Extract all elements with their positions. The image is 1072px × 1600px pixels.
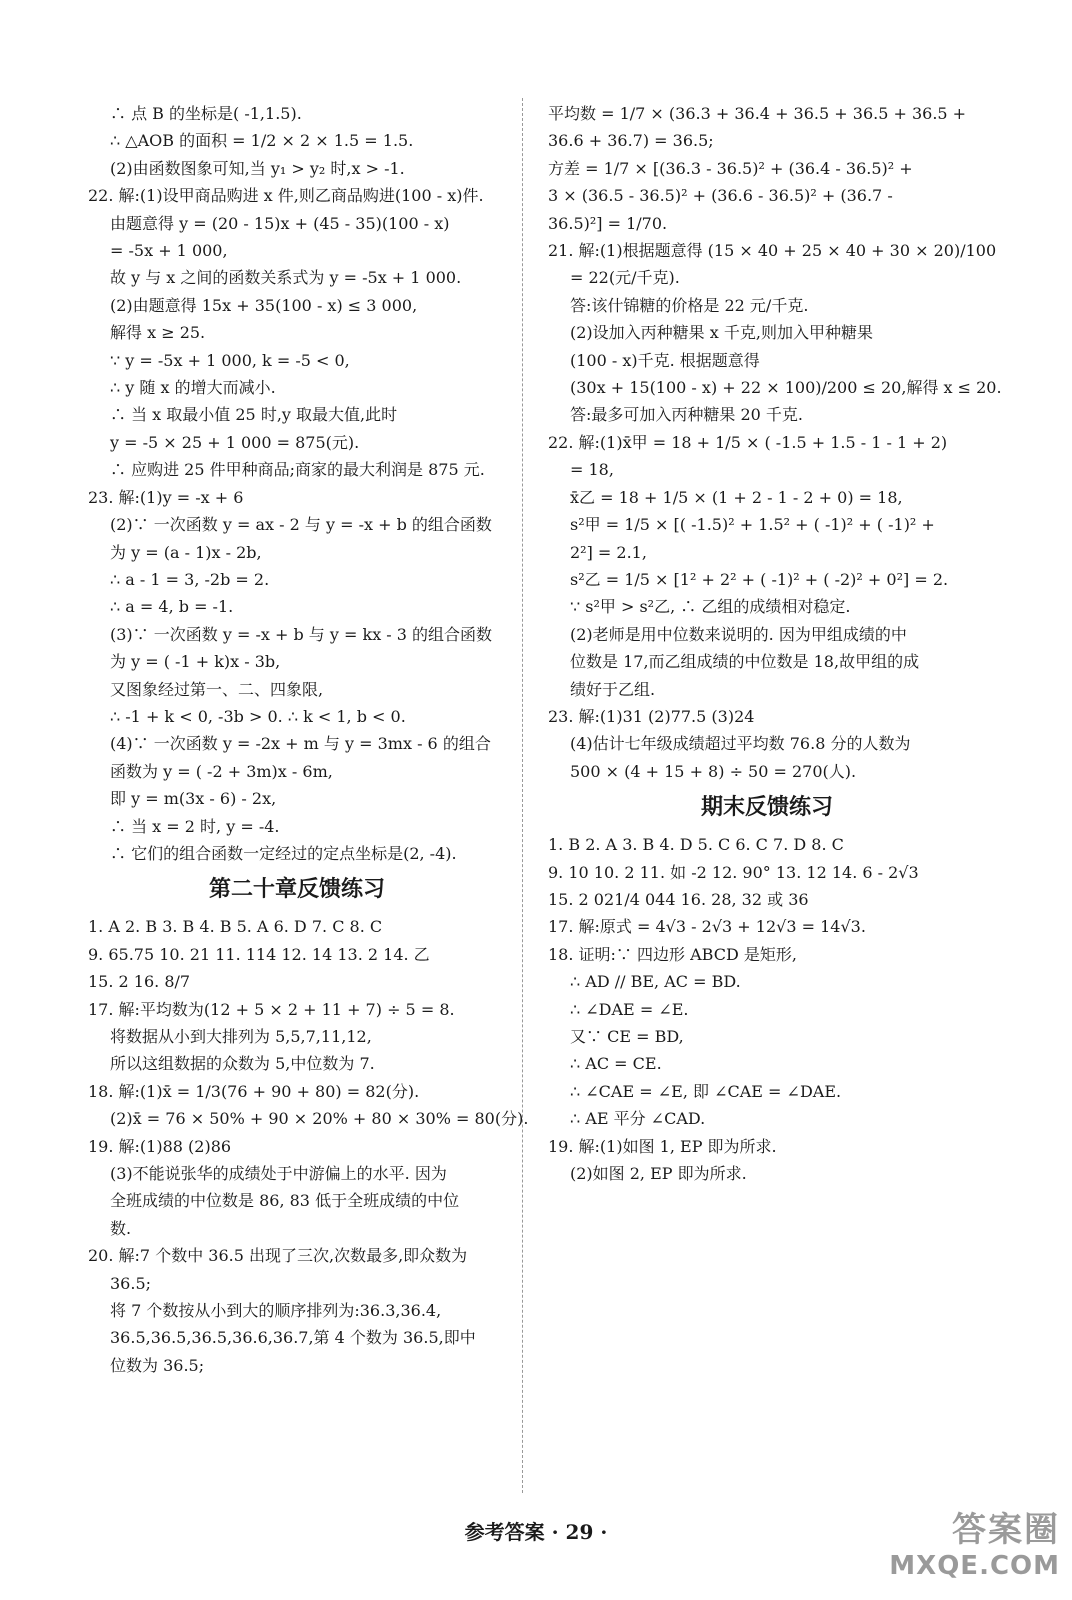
text-line: 21. 解:(1)根据题意得 (15 × 40 + 25 × 40 + 30 × 20)/100 <box>548 241 997 261</box>
text-line: 500 × (4 + 15 + 8) ÷ 50 = 270(人). <box>570 761 857 781</box>
text-line: = 18, <box>570 460 614 480</box>
text-line: 20. 解:7 个数中 36.5 出现了三次,次数最多,即众数为 <box>88 1246 468 1266</box>
text-line: 全班成绩的中位数是 86, 83 低于全班成绩的中位 <box>110 1191 460 1211</box>
text-line: 即 y = m(3x - 6) - 2x, <box>110 789 277 809</box>
text-line: (2)老师是用中位数来说明的. 因为甲组成绩的中 <box>570 624 907 644</box>
text-line: ∴ 点 B 的坐标是( -1,1.5). <box>110 104 302 123</box>
text-line: 又图象经过第一、二、四象限, <box>110 679 324 699</box>
text-line: ∴ AC = CE. <box>570 1054 662 1074</box>
text-line: 为 y = ( -1 + k)x - 3b, <box>110 652 281 672</box>
text-line: 36.5,36.5,36.5,36.6,36.7,第 4 个数为 36.5,即中 <box>110 1328 476 1348</box>
text-line: x̄乙 = 18 + 1/5 × (1 + 2 - 1 - 2 + 0) = 18, <box>570 487 903 507</box>
text-line: (4)估计七年级成绩超过平均数 76.8 分的人数为 <box>570 734 911 754</box>
watermark-logo <box>848 1502 1060 1592</box>
text-line: 15. 2 16. 8/7 <box>88 972 191 992</box>
text-line: 1. A 2. B 3. B 4. B 5. A 6. D 7. C 8. C <box>88 917 383 937</box>
text-line: 22. 解:(1)x̄甲 = 18 + 1/5 × ( -1.5 + 1.5 - 1 - 1 + 2) <box>548 432 948 452</box>
left-column <box>88 100 529 1379</box>
text-line: 方差 = 1/7 × [(36.3 - 36.5)² + (36.4 - 36.5)² + <box>548 158 913 178</box>
text-line: 22. 解:(1)设甲商品购进 x 件,则乙商品购进(100 - x)件. <box>88 186 484 206</box>
text-line: ∴ ∠DAE = ∠E. <box>570 999 689 1019</box>
text-line: 18. 解:(1)x̄ = 1/3(76 + 90 + 80) = 82(分). <box>88 1081 420 1101</box>
text-line: 36.6 + 36.7) = 36.5; <box>548 131 714 151</box>
section-heading: 第二十章反馈练习 <box>208 877 385 903</box>
text-line: (3)∵ 一次函数 y = -x + b 与 y = kx - 3 的组合函数 <box>110 624 493 644</box>
text-line: 函数为 y = ( -2 + 3m)x - 6m, <box>110 761 333 781</box>
text-line: ∴ 它们的组合函数一定经过的定点坐标是(2, -4). <box>110 843 457 863</box>
text-line: ∴ AE 平分 ∠CAD. <box>570 1109 706 1129</box>
text-line: (3)不能说张华的成绩处于中游偏上的水平. 因为 <box>110 1164 447 1184</box>
text-line: 将数据从小到大排列为 5,5,7,11,12, <box>110 1027 372 1046</box>
text-line: ∵ s²甲 > s²乙, ∴ 乙组的成绩相对稳定. <box>570 597 851 617</box>
text-line: 位数为 36.5; <box>110 1355 205 1375</box>
text-line: ∵ y = -5x + 1 000, k = -5 < 0, <box>110 350 350 370</box>
text-line: s²乙 = 1/5 × [1² + 2² + ( -1)² + ( -2)² + 0²] = 2. <box>570 569 949 589</box>
text-line: (2)设加入丙种糖果 x 千克,则加入甲种糖果 <box>570 323 873 343</box>
text-line: ∴ 应购进 25 件甲种商品;商家的最大利润是 875 元. <box>110 460 485 480</box>
text-line: 9. 10 10. 2 11. 如 -2 12. 90° 13. 12 14. 6 - 2√3 <box>548 862 919 882</box>
text-line: 答:该什锦糖的价格是 22 元/千克. <box>570 295 809 315</box>
text-line: 2²] = 2.1, <box>570 542 647 562</box>
text-line: 平均数 = 1/7 × (36.3 + 36.4 + 36.5 + 36.5 + 36.5 + <box>548 104 967 123</box>
text-line: y = -5 × 25 + 1 000 = 875(元). <box>110 432 360 452</box>
text-line: 将 7 个数按从小到大的顺序排列为:36.3,36.4, <box>110 1301 442 1321</box>
text-line: 故 y 与 x 之间的函数关系式为 y = -5x + 1 000. <box>110 268 462 288</box>
column-divider <box>522 98 523 1493</box>
text-line: 由题意得 y = (20 - 15)x + (45 - 35)(100 - x) <box>110 213 450 233</box>
text-line: ∴ 当 x = 2 时, y = -4. <box>110 816 280 836</box>
right-column <box>548 100 1002 1187</box>
text-line: 17. 解:原式 = 4√3 - 2√3 + 12√3 = 14√3. <box>548 917 866 937</box>
text-line: ∴ a = 4, b = -1. <box>110 597 234 617</box>
text-line: = 22(元/千克). <box>570 268 680 288</box>
watermark-title: 答案圈 <box>952 1510 1060 1550</box>
text-line: 解得 x ≥ 25. <box>110 323 206 343</box>
text-line: 23. 解:(1)y = -x + 6 <box>88 487 244 507</box>
text-line: 15. 2 021/4 044 16. 28, 32 或 36 <box>548 889 809 909</box>
text-line: ∴ AD // BE, AC = BD. <box>570 972 741 992</box>
text-line: 数. <box>110 1218 132 1238</box>
text-line: (4)∵ 一次函数 y = -2x + m 与 y = 3mx - 6 的组合 <box>110 734 491 754</box>
text-line: 位数是 17,而乙组成绩的中位数是 18,故甲组的成 <box>570 652 920 672</box>
text-line: 18. 证明:∵ 四边形 ABCD 是矩形, <box>548 944 797 964</box>
text-line: 为 y = (a - 1)x - 2b, <box>110 542 262 562</box>
text-line: ∴ y 随 x 的增大而减小. <box>110 378 276 398</box>
text-line: ∴ 当 x 取最小值 25 时,y 取最大值,此时 <box>110 405 398 425</box>
text-line: = -5x + 1 000, <box>110 241 228 261</box>
page-footer: 参考答案 · 29 · <box>464 1520 608 1544</box>
text-line: 3 × (36.5 - 36.5)² + (36.6 - 36.5)² + (36.7 - <box>548 186 893 206</box>
text-line: 又∵ CE = BD, <box>570 1027 684 1046</box>
text-line: ∴ -1 + k < 0, -3b > 0. ∴ k < 1, b < 0. <box>110 706 406 726</box>
text-line: 所以这组数据的众数为 5,中位数为 7. <box>110 1054 375 1074</box>
text-line: (2)∵ 一次函数 y = ax - 2 与 y = -x + b 的组合函数 <box>110 515 492 535</box>
text-line: 9. 65.75 10. 21 11. 114 12. 14 13. 2 14. 乙 <box>88 944 430 964</box>
text-line: (2)由函数图象可知,当 y₁ > y₂ 时,x > -1. <box>110 158 405 178</box>
text-line: ∴ △AOB 的面积 = 1/2 × 2 × 1.5 = 1.5. <box>110 131 414 151</box>
section-heading: 期末反馈练习 <box>700 795 833 821</box>
text-line: s²甲 = 1/5 × [( -1.5)² + 1.5² + ( -1)² + ( -1)² + <box>570 515 935 535</box>
text-line: 19. 解:(1)88 (2)86 <box>88 1136 232 1156</box>
text-line: 1. B 2. A 3. B 4. D 5. C 6. C 7. D 8. C <box>548 835 844 855</box>
text-line: 答:最多可加入丙种糖果 20 千克. <box>570 405 804 425</box>
text-line: 绩好于乙组. <box>570 679 656 699</box>
text-line: 36.5)²] = 1/70. <box>548 213 668 233</box>
text-line: 23. 解:(1)31 (2)77.5 (3)24 <box>548 706 755 726</box>
text-line: 19. 解:(1)如图 1, EP 即为所求. <box>548 1136 777 1156</box>
watermark-url: MXQE.COM <box>889 1551 1060 1581</box>
text-line: (30x + 15(100 - x) + 22 × 100)/200 ≤ 20,解得 x ≤ 20. <box>570 378 1002 398</box>
text-line: 17. 解:平均数为(12 + 5 × 2 + 11 + 7) ÷ 5 = 8. <box>88 999 455 1019</box>
text-line: ∴ ∠CAE = ∠E, 即 ∠CAE = ∠DAE. <box>570 1081 842 1101</box>
text-line: 36.5; <box>110 1273 152 1293</box>
text-line: (100 - x)千克. 根据题意得 <box>570 350 760 370</box>
text-line: (2)如图 2, EP 即为所求. <box>570 1164 747 1184</box>
text-line: (2)由题意得 15x + 35(100 - x) ≤ 3 000, <box>110 295 418 315</box>
text-line: (2)x̄ = 76 × 50% + 90 × 20% + 80 × 30% = 80(分). <box>110 1109 529 1129</box>
text-line: ∴ a - 1 = 3, -2b = 2. <box>110 569 270 589</box>
